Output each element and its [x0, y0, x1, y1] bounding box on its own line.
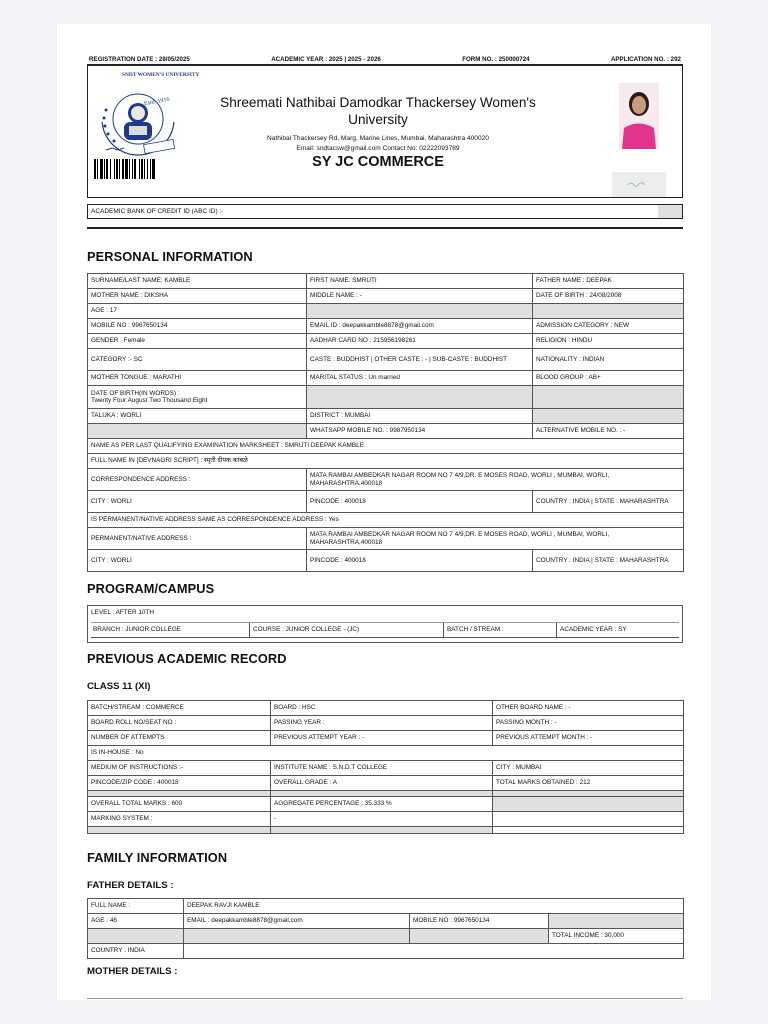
table-row — [88, 513, 684, 528]
dob-words-label: DATE OF BIRTH(IN WORDS) : — [91, 389, 180, 397]
barcode-bar — [150, 159, 151, 179]
barcode-bar — [97, 159, 98, 179]
signature-image — [612, 172, 666, 197]
table-row — [88, 304, 684, 319]
table-row — [88, 776, 684, 791]
barcode-bar — [152, 159, 155, 179]
percentage-cell: AGGREGATE PERCENTAGE : 35.333 % — [271, 797, 493, 812]
marking-label-cell: MARKING SYSTEM : — [88, 812, 271, 827]
table-row — [88, 439, 684, 454]
full-name-label: FULL NAME : — [88, 899, 184, 914]
mother-details-heading: MOTHER DETAILS : — [87, 966, 178, 977]
level-text: LEVEL : AFTER 10TH — [91, 609, 154, 616]
institute-cell: INSTITUTE NAME : S.N.D.T COLLEGE — [271, 761, 493, 776]
table-row — [88, 454, 684, 469]
father-name-cell: FATHER NAME : DEEPAK — [533, 274, 684, 289]
barcode-bar — [134, 159, 136, 179]
dob-cell: DATE OF BIRTH : 24/08/2008 — [533, 289, 684, 304]
barcode-bar — [144, 159, 145, 179]
admission-form-page — [57, 24, 711, 1000]
abc-id-value — [658, 205, 682, 218]
aadhar-cell: AADHAR CARD NO : 215956198261 — [307, 334, 533, 349]
age-cell: AGE : 17 — [88, 304, 307, 319]
passing-month-cell: PASSING MONTH : - — [493, 716, 684, 731]
form-header — [87, 65, 683, 198]
dob-words-cell — [88, 386, 307, 409]
barcode-bar — [147, 159, 148, 179]
logo-ring-text: SNDT WOMEN'S UNIVERSITY — [122, 72, 200, 78]
abc-id-label: ACADEMIC BANK OF CREDIT ID (ABC ID) :- — [91, 208, 224, 215]
obtained-cell: TOTAL MARKS OBTAINED : 212 — [493, 776, 684, 791]
country-state-cell: COUNTRY : INDIA | STATE : MAHARASHTRA — [533, 550, 684, 572]
program-box — [87, 605, 683, 643]
barcode-bar — [129, 159, 130, 179]
mother-tongue-cell: MOTHER TONGUE : MARATHI — [88, 371, 307, 386]
religion-cell: RELIGION : HINDU — [533, 334, 684, 349]
perm-address-value: MATA RAMBAI AMBEDKAR NAGAR ROOM NO 7 4/9,DR. E MOSES ROAD, WORLI , MUMBAI, WORLI, MAHARASHTRA,400018 — [307, 528, 684, 550]
barcode-bar — [116, 159, 118, 179]
table-row — [88, 424, 684, 439]
barcode-bar — [139, 159, 140, 179]
table-row — [88, 528, 684, 550]
total-marks-cell: OVERALL TOTAL MARKS : 600 — [88, 797, 271, 812]
course-text: COURSE : JUNIOR COLLEGE - (JC) — [253, 626, 360, 633]
university-name: Shreemati Nathibai Damodkar Thackersey Women's University — [220, 95, 536, 127]
address-line: Nathibai Thackersey Rd, Marg, Marine Lines, Mumbai, Maharashtra 400020 — [267, 135, 489, 142]
table-row — [88, 349, 684, 371]
surname-cell: SURNAME/LAST NAME: KAMBLE — [88, 274, 307, 289]
barcode-bar — [110, 159, 111, 179]
empty-cell — [549, 914, 684, 929]
mobile-cell: MOBILE NO : 9967650134 — [88, 319, 307, 334]
batch-cell: BATCH/STREAM : COMMERCE — [88, 701, 271, 716]
barcode-bar — [100, 159, 103, 179]
abc-id-row — [87, 204, 683, 219]
table-row — [88, 812, 684, 827]
inhouse-cell: IS IN-HOUSE : No — [88, 746, 684, 761]
empty-cell — [533, 386, 684, 409]
table-row — [88, 761, 684, 776]
father-details-table — [87, 898, 684, 959]
father-details-heading: FATHER DETAILS : — [87, 880, 174, 891]
barcode-bar — [141, 159, 143, 179]
table-row — [88, 827, 684, 834]
student-photo — [619, 83, 659, 149]
table-row — [88, 371, 684, 386]
barcode-bar — [114, 159, 115, 179]
application-number: APPLICATION NO. : 292 — [610, 56, 681, 63]
barcode-bar — [119, 159, 120, 179]
empty-cell — [410, 929, 549, 944]
dob-words-value: Twenty Four August Two Thousand Eight — [91, 397, 208, 404]
empty-cell — [493, 797, 684, 812]
table-row — [88, 491, 684, 513]
email-cell: EMAIL ID : deepakkamble8878@gmail.com — [307, 319, 533, 334]
section-divider — [87, 227, 683, 229]
corr-address-label: CORRESPONDENCE ADDRESS : — [88, 469, 307, 491]
program-row — [91, 622, 679, 638]
whatsapp-cell: WHATSAPP MOBILE NO. : 9987950134 — [307, 424, 533, 439]
table-row — [88, 550, 684, 572]
pincode-cell: PINCODE/ZIP CODE : 400018 — [88, 776, 271, 791]
table-row — [88, 701, 684, 716]
table-row — [88, 746, 684, 761]
empty-cell — [307, 386, 533, 409]
class-heading: CLASS 11 (XI) — [87, 681, 151, 692]
nationality-cell: NATIONALITY : INDIAN — [533, 349, 684, 371]
marital-status-cell: MARITAL STATUS : Un married — [307, 371, 533, 386]
empty-cell — [307, 304, 533, 319]
city-cell: CITY : WORLI — [88, 491, 307, 513]
bottom-rule — [87, 998, 683, 999]
empty-cell — [88, 424, 307, 439]
table-row — [88, 944, 684, 959]
empty-cell — [184, 944, 684, 959]
age-cell: AGE : 46 — [88, 914, 184, 929]
middle-name-cell: MIDDLE NAME : - — [307, 289, 533, 304]
table-row — [88, 334, 684, 349]
section-program-campus: PROGRAM/CAMPUS — [87, 581, 215, 596]
table-row — [88, 274, 684, 289]
section-previous-academic-record: PREVIOUS ACADEMIC RECORD — [87, 651, 287, 666]
email-cell: EMAIL : deepakkamble8878@gmail.com — [184, 914, 410, 929]
gender-cell: GENDER : Female — [88, 334, 307, 349]
table-row — [88, 914, 684, 929]
name-devnagri-cell: FULL NAME IN [DEVNAGRI SCRIPT] : स्मृती दीपक कांबळे — [88, 454, 684, 469]
district-cell: DISTRICT : MUMBAI — [307, 409, 533, 424]
medium-cell: MEDIUM OF INSTRUCTIONS :- — [88, 761, 271, 776]
city-cell: CITY : MUMBAI — [493, 761, 684, 776]
table-row — [88, 899, 684, 914]
empty-cell — [493, 812, 684, 827]
prev-year-cell: PREVIOUS ATTEMPT YEAR : - — [271, 731, 493, 746]
barcode-bar — [106, 159, 108, 179]
section-family-information: FAMILY INFORMATION — [87, 850, 228, 865]
table-row — [88, 289, 684, 304]
section-personal-information: PERSONAL INFORMATION — [87, 249, 253, 264]
roll-cell: BOARD ROLL NO/SEAT NO : — [88, 716, 271, 731]
full-name-value: DEEPAK RAVJI KAMBLE — [184, 899, 684, 914]
table-row — [88, 469, 684, 491]
passing-year-cell: PASSING YEAR : — [271, 716, 493, 731]
other-board-cell: OTHER BOARD NAME : - — [493, 701, 684, 716]
academic-year: ACADEMIC YEAR : 2025 | 2025 - 2026 — [271, 56, 381, 63]
form-number: FORM NO. : 250000724 — [462, 56, 530, 63]
pincode-cell: PINCODE : 400018 — [307, 550, 533, 572]
barcode-bar — [122, 159, 124, 179]
barcode-bar — [125, 159, 128, 179]
perm-address-label: PERMANENT/NATIVE ADDRESS : — [88, 528, 307, 550]
form-meta-strip — [87, 56, 683, 63]
empty-cell — [88, 929, 184, 944]
branch-text: BRANCH : JUNIOR COLLEGE — [93, 626, 182, 633]
first-name-cell: FIRST NAME: SMRUTI — [307, 274, 533, 289]
barcode-bar — [132, 159, 133, 179]
contact-line: Email: sndtacsw@gmail.com Contact No: 02222093789 — [296, 145, 460, 152]
name-marksheet-cell: NAME AS PER LAST QUALIFYING EXAMINATION MARKSHEET : SMRUTI DEEPAK KAMBLE — [88, 439, 684, 454]
empty-cell — [88, 827, 271, 834]
pincode-cell: PINCODE : 400018 — [307, 491, 533, 513]
table-row — [88, 386, 684, 409]
empty-cell — [271, 827, 493, 834]
table-row — [88, 319, 684, 334]
attempts-cell: NUMBER OF ATTEMPTS : — [88, 731, 271, 746]
caste-cell: CASTE : BUDDHIST | OTHER CASTE : - | SUB-CASTE : BUDDHIST — [307, 349, 533, 371]
academic-year-text: ACADEMIC YEAR : SY — [560, 626, 627, 633]
marking-value-cell: - — [271, 812, 493, 827]
batch-text: BATCH / STREAM : — [447, 626, 504, 633]
table-row — [88, 929, 684, 944]
barcode-bar — [104, 159, 105, 179]
grade-cell: OVERALL GRADE : A — [271, 776, 493, 791]
university-address — [208, 134, 548, 154]
barcode-bar — [94, 159, 96, 179]
admission-category-cell: ADMISSION CATEGORY : NEW — [533, 319, 684, 334]
city-cell: CITY : WORLI — [88, 550, 307, 572]
registration-date: REGISTRATION DATE : 28/05/2025 — [89, 56, 190, 63]
table-row — [88, 409, 684, 424]
barcode — [94, 159, 180, 179]
personal-info-table — [87, 273, 684, 572]
table-row — [88, 716, 684, 731]
course-title: SY JC COMMERCE — [312, 154, 444, 170]
category-cell: CATEGORY :- SC — [88, 349, 307, 371]
table-row — [88, 731, 684, 746]
alt-mobile-cell: ALTERNATIVE MOBILE NO. : - — [533, 424, 684, 439]
board-cell: BOARD : HSC — [271, 701, 493, 716]
university-logo — [92, 82, 184, 158]
mobile-cell: MOBILE NO : 9967650134 — [410, 914, 549, 929]
academic-record-table — [87, 700, 684, 834]
income-cell: TOTAL INCOME : 30,000 — [549, 929, 684, 944]
perm-same-cell: IS PERMANENT/NATIVE ADDRESS SAME AS CORRESPONDENCE ADDRESS : Yes — [88, 513, 684, 528]
empty-cell — [533, 409, 684, 424]
logo-estd-text: Estd. 1916 — [143, 96, 170, 108]
blood-group-cell: BLOOD GROUP : AB+ — [533, 371, 684, 386]
empty-cell — [533, 304, 684, 319]
taluka-cell: TALUKA : WORLI — [88, 409, 307, 424]
empty-cell — [184, 929, 410, 944]
mother-name-cell: MOTHER NAME : DIKSHA — [88, 289, 307, 304]
empty-cell — [493, 827, 684, 834]
prev-month-cell: PREVIOUS ATTEMPT MONTH : - — [493, 731, 684, 746]
country-state-cell: COUNTRY : INDIA | STATE : MAHARASHTRA — [533, 491, 684, 513]
corr-address-value: MATA RAMBAI AMBEDKAR NAGAR ROOM NO 7 4/9,DR. E MOSES ROAD, WORLI , MUMBAI, WORLI, MAHARASHTRA,400018 — [307, 469, 684, 491]
table-row — [88, 797, 684, 812]
country-cell: COUNTRY : INDIA — [88, 944, 184, 959]
